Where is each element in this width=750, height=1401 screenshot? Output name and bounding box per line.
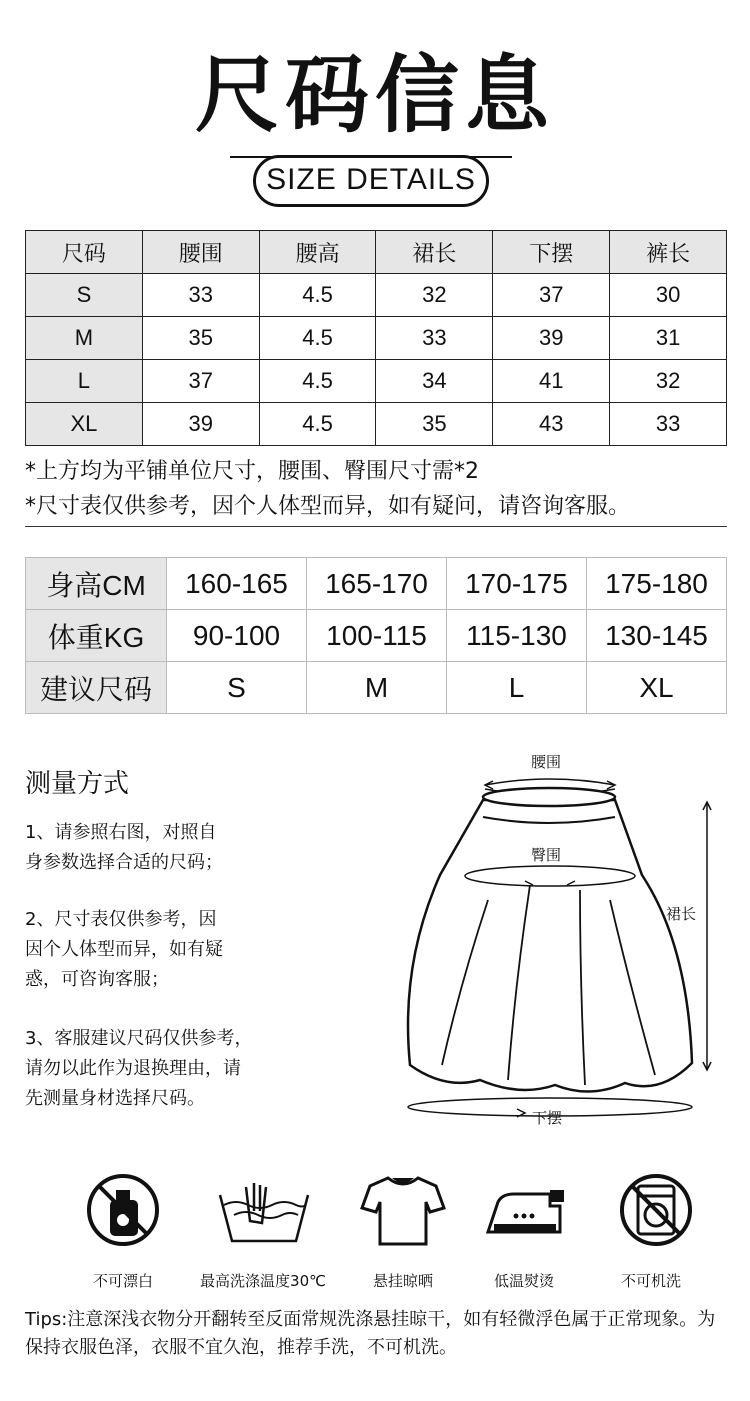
step-line: 惑，可咨询客服； (25, 969, 169, 990)
table-cell: 39 (493, 317, 610, 360)
measurement-step-2 (25, 905, 275, 995)
table-cell: 34 (376, 360, 493, 403)
table-row (26, 360, 727, 403)
header-cell: 尺码 (26, 231, 143, 274)
care-label: 最高洗涤温度30℃ (200, 1272, 326, 1290)
hang-dry-icon (358, 1172, 448, 1250)
table-cell: 31 (610, 317, 727, 360)
divider (25, 526, 727, 527)
table-cell: L (447, 662, 587, 714)
table-cell: 4.5 (259, 317, 376, 360)
step-line: 因个人体型而异，如有疑 (25, 939, 223, 960)
header-cell: 裤长 (610, 231, 727, 274)
step-line: 身参数选择合适的尺码； (25, 852, 223, 873)
waist-label: 腰围 (531, 753, 562, 771)
note-line: *上方均为平铺单位尺寸，腰围、臀围尺寸需*2 (25, 459, 479, 484)
table-row (26, 403, 727, 446)
step-line: 2、尺寸表仅供参考，因 (25, 909, 217, 930)
row-header: 建议尺码 (26, 662, 167, 714)
measurement-step-3 (25, 1024, 275, 1114)
header-cell: 腰围 (142, 231, 259, 274)
step-line: 3、客服建议尺码仅供参考， (25, 1028, 253, 1049)
size-cell: S (26, 274, 143, 317)
table-row (26, 558, 727, 610)
iron-low-icon (484, 1184, 570, 1240)
measurement-step-1 (25, 818, 275, 878)
table-cell: 32 (376, 274, 493, 317)
table-row (26, 317, 727, 360)
page-subtitle: SIZE DETAILS (266, 163, 476, 196)
note-line: *尺寸表仅供参考，因个人体型而异，如有疑问，请咨询客服。 (25, 494, 631, 519)
table-cell: 4.5 (259, 403, 376, 446)
row-header: 身高CM (26, 558, 167, 610)
care-label: 低温熨烫 (493, 1272, 554, 1290)
care-label: 不可机洗 (620, 1272, 681, 1290)
step-line: 1、请参照右图，对照自 (25, 822, 217, 843)
hem-label: 下摆 (532, 1109, 563, 1127)
table-cell: S (167, 662, 307, 714)
length-measure-arrow (703, 802, 711, 1070)
table-row (26, 662, 727, 714)
hand-wash-icon (216, 1175, 312, 1247)
table-cell: 4.5 (259, 274, 376, 317)
skirt-diagram (380, 745, 730, 1135)
no-machine-wash-icon (618, 1172, 694, 1248)
table-cell: 43 (493, 403, 610, 446)
row-header: 体重KG (26, 610, 167, 662)
table-cell: 170-175 (447, 558, 587, 610)
table-cell: 35 (142, 317, 259, 360)
header-cell: 下摆 (493, 231, 610, 274)
table-cell: M (307, 662, 447, 714)
table-cell: 39 (142, 403, 259, 446)
table-row (26, 610, 727, 662)
step-line: 先测量身材选择尺码。 (25, 1088, 205, 1109)
table-header-row (26, 231, 727, 274)
size-cell: L (26, 360, 143, 403)
table-cell: 100-115 (307, 610, 447, 662)
header-cell: 腰高 (259, 231, 376, 274)
care-tips: Tips:注意深浅衣物分开翻转至反面常规洗涤悬挂晾干，如有轻微浮色属于正常现象。为保持衣服色泽，衣服不宜久泡，推荐手洗，不可机洗。 (25, 1309, 716, 1358)
step-line: 请勿以此作为退换理由，请 (25, 1058, 241, 1079)
table-cell: 4.5 (259, 360, 376, 403)
table-cell: 33 (610, 403, 727, 446)
table-cell: 160-165 (167, 558, 307, 610)
page-title: 尺码信息 (194, 46, 555, 144)
length-label: 裙长 (666, 905, 697, 923)
table-cell: 33 (376, 317, 493, 360)
table-cell: 165-170 (307, 558, 447, 610)
table-cell: 175-180 (587, 558, 727, 610)
size-cell: XL (26, 403, 143, 446)
care-label: 不可漂白 (92, 1272, 153, 1290)
size-cell: M (26, 317, 143, 360)
table-row (26, 274, 727, 317)
table-cell: 130-145 (587, 610, 727, 662)
header-cell: 裙长 (376, 231, 493, 274)
table-cell: 41 (493, 360, 610, 403)
table-cell: XL (587, 662, 727, 714)
measurement-title: 测量方式 (25, 769, 130, 799)
table-cell: 90-100 (167, 610, 307, 662)
recommend-table (25, 557, 727, 714)
table-cell: 115-130 (447, 610, 587, 662)
table-cell: 37 (142, 360, 259, 403)
no-bleach-icon (85, 1172, 161, 1248)
size-table (25, 230, 727, 446)
care-label: 悬挂晾晒 (372, 1272, 433, 1290)
table-cell: 33 (142, 274, 259, 317)
hip-label: 臀围 (531, 846, 562, 864)
table-cell: 32 (610, 360, 727, 403)
skirt-outline (408, 788, 692, 1092)
table-cell: 37 (493, 274, 610, 317)
table-cell: 30 (610, 274, 727, 317)
table-cell: 35 (376, 403, 493, 446)
